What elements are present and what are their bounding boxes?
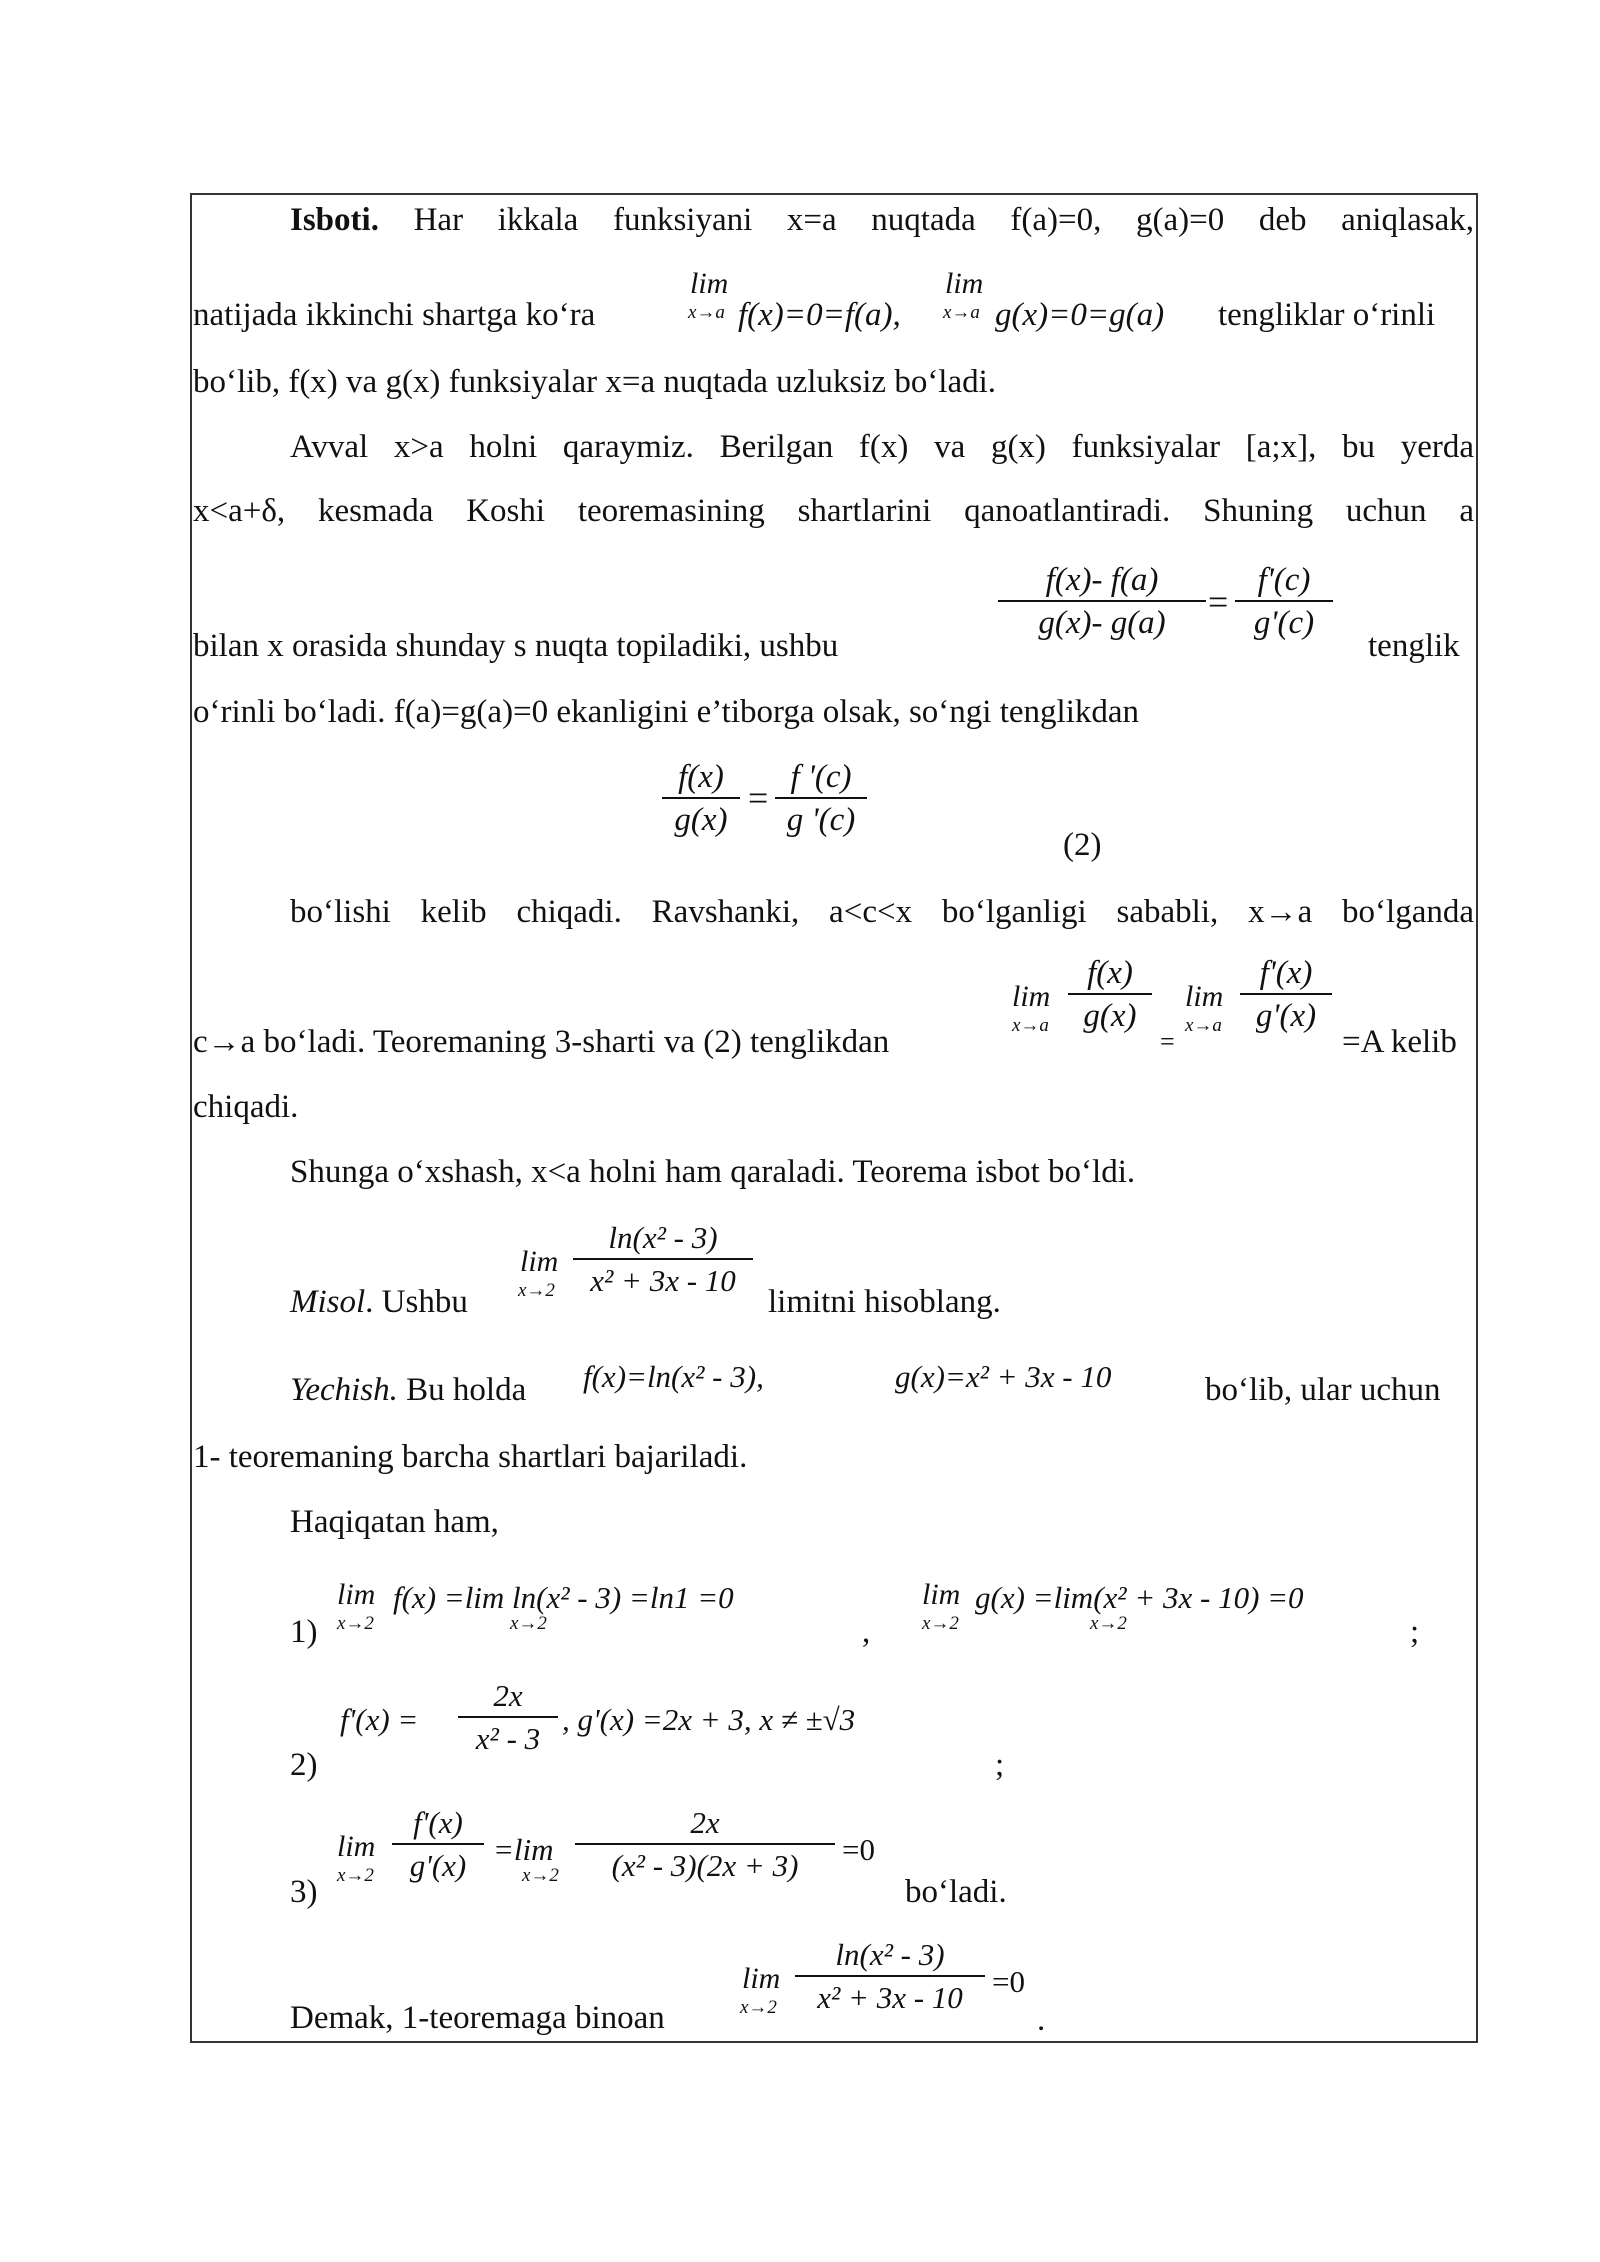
conclusion-text: Demak, 1-teoremaga binoan xyxy=(290,2000,665,2036)
para2-line-1: Avval x>a holni qaraymiz. Berilgan f(x) va g(x) funksiyalar [a;x], bu yerda xyxy=(290,429,1474,465)
lim-label-i3a: lim xyxy=(337,1830,376,1863)
conclusion-den: x² + 3x - 10 xyxy=(795,1975,985,2019)
lim-label-i1c: lim xyxy=(922,1578,961,1611)
para2-line-4: o‘rinli bo‘ladi. f(a)=g(a)=0 ekanligini e’tiborga olsak, so‘ngi tenglikdan xyxy=(193,694,1140,730)
item-1-comma: , xyxy=(862,1614,871,1650)
proof-line-1-text: Har ikkala funksiyani x=a nuqtada f(a)=0, g(a)=0 deb aniqlasak, xyxy=(413,202,1474,238)
lim-label-3: lim xyxy=(1012,980,1051,1013)
solution-text-b: bo‘lib, ular uchun xyxy=(1205,1372,1441,1408)
equals-sign-2: = xyxy=(1160,1027,1175,1056)
para3-line-2b: =A kelib xyxy=(1342,1024,1457,1060)
cauchy-num: f(x)- f(a) xyxy=(1045,562,1159,598)
expr-f: f(x)=0=f(a), xyxy=(738,297,901,333)
lim-sub-i1a: x→2 xyxy=(337,1613,374,1634)
item-1-expr-b: g(x) =lim(x² + 3x - 10) =0 xyxy=(975,1580,1304,1615)
lim-sub-i1c: x→2 xyxy=(922,1613,959,1634)
item-2-expr-b: , g'(x) =2x + 3, x ≠ ±√3 xyxy=(562,1702,856,1737)
item-2-frac-num: 2x xyxy=(493,1678,523,1713)
proof-line-2b: tengliklar o‘rinli xyxy=(1218,297,1436,333)
item-3-frac2-den: (x² - 3)(2x + 3) xyxy=(575,1843,835,1887)
equals-sign-1: = xyxy=(1208,582,1229,622)
expr-g: g(x)=0=g(a) xyxy=(995,297,1165,333)
item-2-number: 2) xyxy=(290,1747,318,1783)
solution-label: Yechish. xyxy=(290,1372,398,1408)
conclusion-frac xyxy=(795,1935,985,2019)
page-frame xyxy=(190,193,1478,2043)
conclusion-tail: =0 xyxy=(992,1964,1025,1999)
item-3-frac2-num: 2x xyxy=(690,1805,720,1840)
cauchy-num-2: f'(c) xyxy=(1257,562,1311,598)
solution-f: f(x)=ln(x² - 3), xyxy=(583,1359,764,1394)
conclusion-num: ln(x² - 3) xyxy=(835,1937,945,1972)
proof-line-1 xyxy=(290,200,1474,240)
eq2-num-left: f(x) xyxy=(678,759,724,795)
item-3-frac1-num: f'(x) xyxy=(413,1805,463,1840)
item-3-equals-lim: =lim xyxy=(493,1832,554,1867)
lhopital-num-1: f(x) xyxy=(1087,955,1133,991)
item-2-expr-a: f'(x) = xyxy=(340,1702,419,1737)
item-3-tail: =0 xyxy=(842,1832,875,1867)
cauchy-den-2: g'(c) xyxy=(1235,600,1333,644)
item-2-frac xyxy=(458,1676,558,1760)
item-2-semicolon: ; xyxy=(995,1747,1005,1783)
para2-line-3b: tenglik xyxy=(1368,628,1460,664)
lim-sub-3: x→a xyxy=(1012,1015,1049,1036)
solution-line-2: 1- teoremaning barcha shartlari bajariladi. xyxy=(193,1439,748,1475)
lim-sub-ex: x→2 xyxy=(518,1280,555,1301)
lim-label-2: lim xyxy=(945,267,984,300)
eq2-equals: = xyxy=(748,778,769,818)
solution-text-a: Bu holda xyxy=(406,1372,527,1408)
para3-line-1: bo‘lishi kelib chiqadi. Ravshanki, a<c<x bo‘lganligi sababli, x→a bo‘lganda xyxy=(290,894,1474,930)
example-num: ln(x² - 3) xyxy=(608,1220,718,1255)
lim-sub-i3b: x→2 xyxy=(522,1865,559,1886)
lim-label-1: lim xyxy=(690,267,729,300)
lim-sub-i3a: x→2 xyxy=(337,1865,374,1886)
lim-sub-4: x→a xyxy=(1185,1015,1222,1036)
lim-label-4: lim xyxy=(1185,980,1224,1013)
item-2-frac-den: x² - 3 xyxy=(458,1716,558,1760)
proof-lead: Isboti. xyxy=(290,202,379,238)
example-frac xyxy=(573,1218,753,1302)
item-1-number: 1) xyxy=(290,1614,318,1650)
conclusion-dot: . xyxy=(1037,2002,1046,2038)
eq2-right-frac xyxy=(775,757,867,841)
item-1-expr-a: f(x) =lim ln(x² - 3) =ln1 =0 xyxy=(393,1580,734,1615)
item-1-semicolon: ; xyxy=(1410,1614,1420,1650)
para3-line-3: chiqadi. xyxy=(193,1089,299,1125)
lim-sub-1: x→a xyxy=(688,302,725,323)
lhopital-frac-2 xyxy=(1240,953,1332,1037)
para3-line-4: Shunga o‘xshash, x<a holni ham qaraladi. Teorema isbot bo‘ldi. xyxy=(290,1154,1136,1190)
solution-line-3: Haqiqatan ham, xyxy=(290,1504,499,1540)
para2-line-3a: bilan x orasida shunday s nuqta topiladiki, ushbu xyxy=(193,628,839,664)
lim-label-concl: lim xyxy=(742,1962,781,1995)
lim-label-ex: lim xyxy=(520,1245,559,1278)
lim-label-i1a: lim xyxy=(337,1578,376,1611)
example-label: Misol xyxy=(290,1284,366,1320)
item-3-number: 3) xyxy=(290,1874,318,1910)
cauchy-den: g(x)- g(a) xyxy=(998,600,1206,644)
lhopital-den-2: g'(x) xyxy=(1240,993,1332,1037)
solution-g: g(x)=x² + 3x - 10 xyxy=(895,1359,1112,1394)
lhopital-frac-1 xyxy=(1068,953,1152,1037)
eq2-num-right: f '(c) xyxy=(790,759,852,795)
cauchy-fraction-left xyxy=(998,560,1206,644)
proof-line-3: bo‘lib, f(x) va g(x) funksiyalar x=a nuqtada uzluksiz bo‘ladi. xyxy=(193,364,997,400)
item-3-text: bo‘ladi. xyxy=(905,1874,1007,1910)
lhopital-den-1: g(x) xyxy=(1068,993,1152,1037)
eq2-number: (2) xyxy=(1063,827,1102,863)
proof-line-2a: natijada ikkinchi shartga ko‘ra xyxy=(193,297,596,333)
lhopital-num-2: f'(x) xyxy=(1259,955,1313,991)
example-den: x² + 3x - 10 xyxy=(573,1258,753,1302)
item-3-frac-2 xyxy=(575,1803,835,1887)
para3-line-2a: c→a bo‘ladi. Teoremaning 3-sharti va (2) tenglikdan xyxy=(193,1024,890,1060)
item-3-frac1-den: g'(x) xyxy=(392,1843,484,1887)
solution-label-line xyxy=(290,1370,526,1410)
example-text-b: limitni hisoblang. xyxy=(768,1284,1001,1320)
cauchy-fraction-right xyxy=(1235,560,1333,644)
eq2-den-left: g(x) xyxy=(662,797,740,841)
lim-sub-i1d: x→2 xyxy=(1090,1613,1127,1634)
example-line xyxy=(290,1282,468,1322)
item-3-frac-1 xyxy=(392,1803,484,1887)
lim-sub-concl: x→2 xyxy=(740,1997,777,2018)
eq2-den-right: g '(c) xyxy=(775,797,867,841)
eq2-left-frac xyxy=(662,757,740,841)
example-text-a: . Ushbu xyxy=(365,1284,468,1320)
para2-line-2: x<a+δ, kesmada Koshi teoremasining shartlarini qanoatlantiradi. Shuning uchun a xyxy=(193,493,1474,529)
lim-sub-i1b: x→2 xyxy=(510,1613,547,1634)
lim-sub-2: x→a xyxy=(943,302,980,323)
